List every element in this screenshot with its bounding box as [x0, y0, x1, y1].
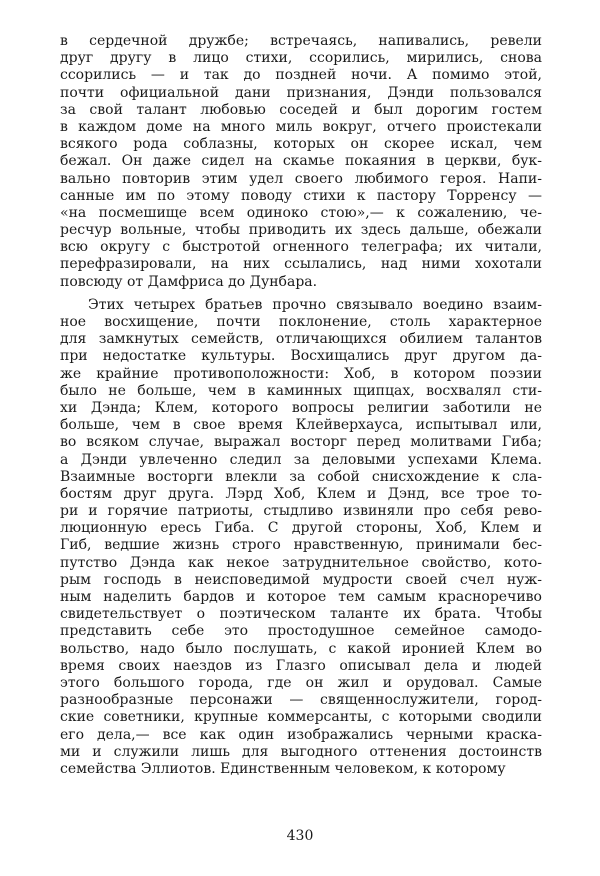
text-line: повсюду от Дамфриса до Дунбара. — [60, 273, 318, 290]
text-line: для замкнутых семейств, отличающихся обилием талантов — [60, 331, 542, 348]
text-line: ские советники, крупные коммерсанты, с которыми сводили — [60, 709, 542, 726]
text-line: вально повторив этим удел своего любимого героя. Напи- — [60, 170, 542, 187]
text-line: ри и горячие патриоты, стыдливо извиняли про себя рево- — [60, 503, 542, 520]
text-line: Этих четырех братьев прочно связывало воедино взаим- — [88, 296, 542, 313]
text-line: всю округу с быстротой огненного телеграфа; их читали, — [60, 239, 542, 256]
text-line: ссорились — и так до поздней ночи. А помимо этой, — [60, 67, 542, 84]
text-line: вольство, надо было послушать, с какой иронией Клем во — [60, 640, 542, 657]
text-line: же крайние противоположности: Хоб, в котором поэзии — [60, 365, 542, 382]
text-line: разнообразные персонажи — священнослужители, город- — [60, 692, 542, 709]
text-line: за свой талант любовью соседей и был дорогим гостем — [60, 101, 542, 118]
text-line: «на посмешище всем одиноко стою»,— к сожалению, че- — [60, 204, 542, 221]
text-line: ным наделить бардов и которое тем самым красноречиво — [60, 589, 542, 605]
text-line: люционную ересь Гиба. С другой стороны, Хоб, Клем и — [60, 520, 542, 537]
text-line: хи Дэнда; Клем, которого вопросы религии заботили не — [60, 399, 542, 416]
paragraph-2 — [60, 297, 542, 778]
body-text — [60, 33, 542, 778]
text-line: ми и служили лишь для выгодного оттенения достоинств — [60, 743, 542, 760]
text-line: во всяком случае, выражал восторг перед молитвами Гиба; — [60, 434, 542, 451]
text-line: ресчур вольные, чтобы приводить их здесь дальше, обежали — [60, 222, 542, 239]
text-line: больше, чем в свое время Клейверхауса, испытывал или, — [60, 417, 542, 434]
text-line: санные им по этому поводу стихи к пастору Торренсу — — [60, 187, 542, 204]
text-line: Взаимные восторги влекли за собой снисхождение к сла- — [60, 468, 542, 485]
text-line: почти официальной дани признания, Дэнди пользовался — [60, 84, 542, 101]
text-line: рым господь в неисповедимой мудрости своей счел нуж- — [60, 571, 542, 588]
text-line: в каждом доме на много миль вокруг, отчего проистекали — [60, 118, 542, 135]
text-line: а Дэнди увлеченно следил за деловыми успехами Клема. — [60, 451, 542, 468]
text-line: при недостатке культуры. Восхищались друг другом да- — [60, 348, 542, 365]
text-line: представить себе это простодушное семейное самодо- — [60, 623, 542, 640]
text-line: этого большого города, где он жил и орудовал. Самые — [60, 674, 542, 691]
text-line: Гиб, ведшие жизнь строго нравственную, принимали бес- — [60, 537, 542, 554]
text-line: семейства Эллиотов. Единственным человеком, к которому — [60, 760, 506, 777]
text-line: бостям друг друга. Лэрд Хоб, Клем и Дэнд, все трое то- — [60, 485, 542, 502]
page-number: 430 — [286, 828, 314, 844]
text-line: ное восхищение, почти поклонение, столь характерное — [60, 314, 542, 330]
text-line: его дела,— все как один изображались черными краска- — [60, 726, 542, 743]
text-line: всякого рода соблазны, которых он скорее искал, чем — [60, 136, 542, 153]
text-line: бежал. Он даже сидел на скамье покаяния в церкви, бук- — [60, 153, 542, 170]
text-line: время своих наездов из Глазго описывал дела и людей — [60, 657, 542, 674]
text-line: путство Дэнда как некое затруднительное свойство, кото- — [60, 554, 542, 571]
text-line: в сердечной дружбе; встречаясь, напивались, ревели — [60, 33, 542, 49]
paragraph-1 — [60, 33, 542, 291]
text-line: перефразировали, на них ссылались, над ними хохотали — [60, 256, 542, 273]
text-line: свидетельствует о поэтическом таланте их брата. Чтобы — [60, 606, 542, 623]
text-line: друг другу в лицо стихи, ссорились, мирились, снова — [60, 50, 542, 67]
text-line: было не больше, чем в каминных щипцах, восхвалял сти- — [60, 382, 542, 399]
